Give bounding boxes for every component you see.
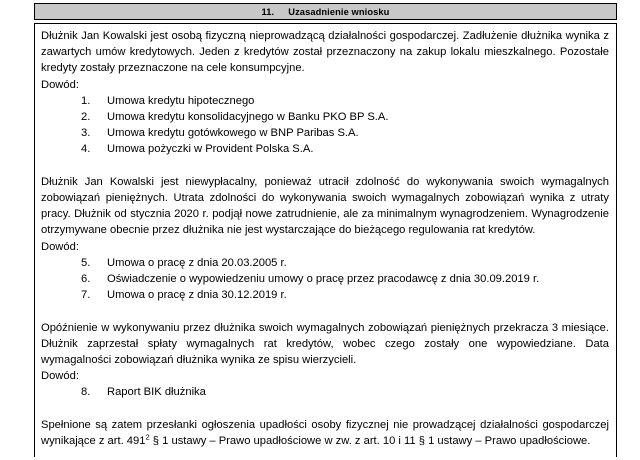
paragraph-4 — [41, 417, 609, 449]
list-item-number: 7. — [81, 289, 91, 302]
list-item-text: Umowa o pracę z dnia 20.03.2005 r. — [107, 256, 287, 269]
paragraph-3: Opóźnienie w wykonywaniu przez dłużnika swoich wymagalnych zobowiązań pieniężnych przekracza 3 miesiące. Dłużnik zaprzestał spłaty wymagalnych rat kredytów, wobec czego zostały one wypowiedziane. Data wymagalności zobowiązań dłużnika wynika ze spisu wierzycieli. — [41, 321, 609, 367]
list-item-text: Umowa pożyczki w Provident Polska S.A. — [107, 143, 314, 156]
list-item — [41, 109, 609, 125]
paragraph-2: Dłużnik Jan Kowalski jest niewypłacalny, ponieważ utracił zdolność do wykonywania swoich wymagalnych zobowiązań pieniężnych. Utrata zdolności do wykonywania swoich wymagalnych zobowiązań wynika z utraty pracy. Dłużnik od stycznia 2020 r. podjął nowe zatrudnienie, ale za minimalnym wynagrodzeniem. Wynagrodzenie otrzymywane obecnie przez dłużnika nie jest wystarczające do bieżącego regulowania rat kredytów. — [41, 175, 609, 237]
list-item-text: Umowa kredytu hipotecznego — [107, 94, 255, 107]
section-header-bar — [34, 3, 617, 20]
list-item-number: 8. — [81, 386, 91, 399]
paragraph-4-part2: § 1 ustawy – Prawo upadłościowe w zw. z art. 10 i 11 § 1 ustawy – Prawo upadłościowe. — [149, 435, 591, 448]
list-item-number: 2. — [81, 111, 91, 124]
section-number: 11. — [261, 6, 275, 17]
evidence-label-1: Dowód: — [41, 78, 79, 91]
list-item — [41, 255, 609, 271]
list-item — [41, 287, 609, 303]
list-item-number: 6. — [81, 273, 91, 286]
evidence-list-3 — [41, 384, 609, 400]
list-item-text: Oświadczenie o wypowiedzeniu umowy o pracę przez pracodawcę z dnia 30.09.2019 r. — [107, 273, 540, 286]
list-item-text: Umowa kredytu konsolidacyjnego w Banku PKO BP S.A. — [107, 111, 389, 124]
list-item-text: Raport BIK dłużnika — [107, 386, 206, 399]
list-item-text: Umowa o pracę z dnia 30.12.2019 r. — [107, 289, 287, 302]
list-item-number: 3. — [81, 127, 91, 140]
paragraph-spacer — [41, 303, 609, 319]
list-item — [41, 141, 609, 157]
list-item — [41, 125, 609, 141]
evidence-list-2 — [41, 255, 609, 304]
list-item-number: 1. — [81, 94, 91, 107]
list-item — [41, 384, 609, 400]
paragraph-1: Dłużnik Jan Kowalski jest osobą fizyczną nieprowadzącą działalności gospodarczej. Zadłużenie dłużnika wynika z zawartych umów kredytowych. Jeden z kredytów został przeznaczony na zakup lokalu mieszkalnego. Pozostałe kredyty zostały przeznaczone na cele konsumpcyjne. — [41, 30, 609, 75]
section-header-inner — [262, 7, 390, 17]
evidence-label-3: Dowód: — [41, 370, 79, 383]
section-body-box — [34, 23, 617, 457]
evidence-label-2: Dowód: — [41, 240, 79, 253]
list-item-number: 5. — [81, 256, 91, 269]
list-item — [41, 271, 609, 287]
list-item — [41, 93, 609, 109]
list-item-number: 4. — [81, 143, 91, 156]
legal-article-superscript: 2 — [145, 432, 150, 442]
paragraph-spacer — [41, 158, 609, 174]
list-item-text: Umowa kredytu gotówkowego w BNP Paribas S.A. — [107, 127, 359, 140]
paragraph-4-part1: Spełnione są zatem przesłanki ogłoszenia upadłości osoby fizycznej nie prowadzącej działalności gospodarczej wynikające z art. 491 — [41, 418, 609, 448]
evidence-list-1 — [41, 93, 609, 158]
section-title: Uzasadnienie wniosku — [288, 6, 390, 17]
paragraph-spacer — [41, 401, 609, 417]
